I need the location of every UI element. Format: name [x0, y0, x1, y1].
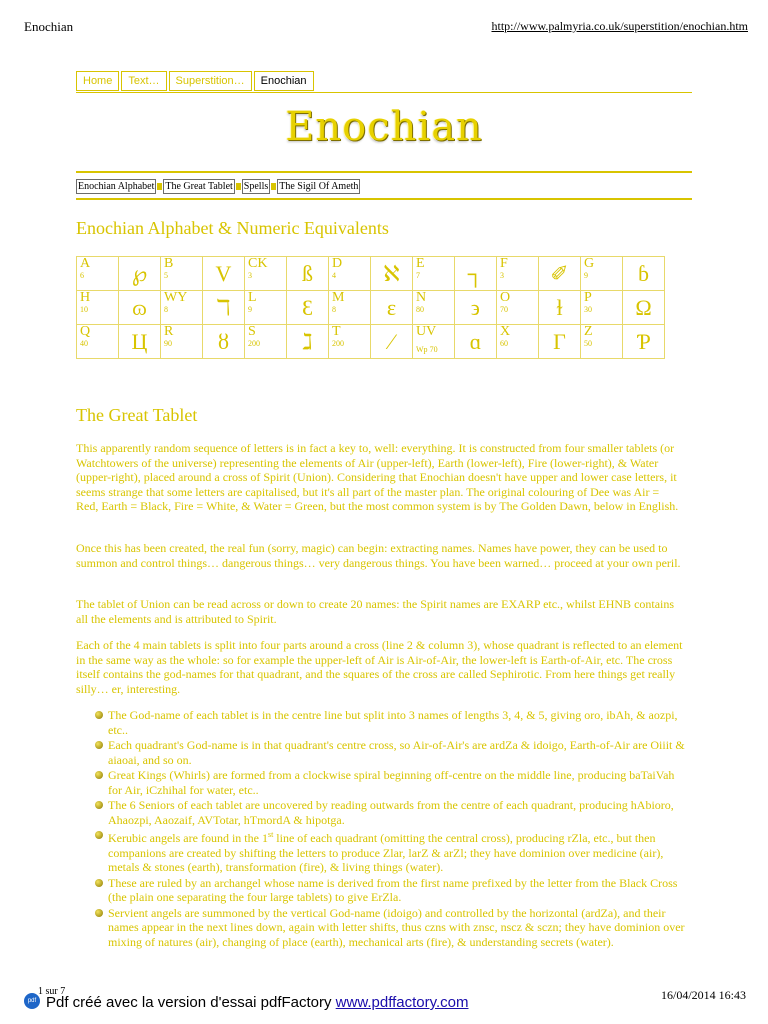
alphabet-letter-cell: [581, 257, 623, 291]
numeric-value: 40: [80, 339, 88, 348]
numeric-value: 200: [332, 339, 344, 348]
enochian-glyph: ß: [287, 257, 329, 291]
alphabet-letter-cell: [413, 257, 455, 291]
site-logo: Enochian: [285, 104, 483, 150]
alphabet-letter-cell: [77, 257, 119, 291]
latin-letter: S: [248, 324, 256, 339]
page-number: 1 sur 7: [38, 986, 66, 997]
document-title: Enochian: [24, 19, 74, 34]
list-item-text: The God-name of each tablet is in the centre line but split into 3 names of lengths 3, 4, & 5, giving oro, ibAh, & aozpi, etc..: [108, 708, 678, 737]
enochian-glyph: Ɛ: [287, 291, 329, 325]
enochian-glyph: ȣ: [203, 325, 245, 359]
numeric-value: Wp: [416, 345, 428, 354]
enochian-glyph: ⁄: [371, 325, 413, 359]
latin-letter: P: [584, 290, 592, 305]
enochian-glyph: ɛ: [371, 291, 413, 325]
logo-divider: [76, 171, 692, 173]
pdffactory-notice: [46, 994, 469, 1011]
bullet-icon: [95, 711, 103, 719]
numeric-value: 90: [164, 339, 172, 348]
numeric-value: 70: [500, 305, 508, 314]
numeric-value: 30: [584, 305, 592, 314]
list-item-text: Each quadrant's God-name is in that quadrant's centre cross, so Air-of-Air's are ardZa & idoigo, Earth-of-Air are Oiiit & aiaoai, and so on.: [108, 738, 685, 767]
list-item: [95, 708, 687, 737]
enochian-glyph: Г: [539, 325, 581, 359]
latin-letter: Q: [80, 324, 91, 339]
enochian-glyph: ┐: [455, 257, 497, 291]
enochian-glyph: Ц: [119, 325, 161, 359]
numeric-value: 200: [248, 339, 260, 348]
enochian-glyph: ℸ: [203, 291, 245, 325]
latin-letter: H: [80, 290, 91, 305]
alphabet-letter-cell: [497, 325, 539, 359]
latin-letter: A: [80, 256, 91, 271]
breadcrumb-current: Enochian: [254, 71, 314, 91]
numeric-value: 9: [248, 305, 252, 314]
nav-divider: [76, 198, 692, 200]
numeric-value: 50: [584, 339, 592, 348]
breadcrumb: [76, 71, 314, 91]
alphabet-letter-cell: [161, 325, 203, 359]
alphabet-letter-cell: [77, 291, 119, 325]
bullet-icon: [95, 879, 103, 887]
paragraph: The tablet of Union can be read across or down to create 20 names: the Spirit names are EXARP etc., whilst EHNB contains all the elements and is attributed to Spirit.: [76, 597, 675, 626]
numeric-value: 3: [248, 271, 252, 280]
numeric-value: 60: [500, 339, 508, 348]
alphabet-letter-cell: [581, 325, 623, 359]
bullet-icon: [95, 771, 103, 779]
section-nav: [76, 179, 360, 194]
alphabet-letter-cell: [245, 257, 287, 291]
alphabet-letter-cell: [245, 325, 287, 359]
breadcrumb-text-link[interactable]: Text…: [121, 71, 166, 91]
numeric-value: 7: [416, 271, 420, 280]
enochian-glyph: ɫ: [539, 291, 581, 325]
list-item-text-pre: Kerubic angels are found in the 1: [108, 831, 268, 845]
latin-letter: O: [500, 290, 511, 305]
list-item-text: Servient angels are summoned by the vertical God-name (idoigo) and controlled by the horizontal (ardZa), and their names appear in the next lines down, again with letter shifts, thus czns with znsc, nscz & sczn; they have dominion over mixing of natures (air), changing of place (earth), mechanical arts (fire), & understanding secrets (water).: [108, 905, 685, 949]
nav-link-spells[interactable]: Spells: [243, 181, 269, 192]
latin-letter: X: [500, 324, 511, 339]
alphabet-row: [77, 325, 665, 359]
alphabet-letter-cell: [413, 291, 455, 325]
enochian-glyph: ℵ: [371, 257, 413, 291]
latin-letter: UV: [416, 324, 437, 339]
alphabet-letter-cell: [245, 291, 287, 325]
paragraph: This apparently random sequence of letters is in fact a key to, well: everything. It is constructed from four smaller tablets (or Watchtowers of the universe) representing the elements of Air (upper-left), Earth (lower-left), Fire (lower-right), & Water (upper-right), placed around a cross of Spirit (Union). Considering that Enochian doesn't have upper and lower case letters, it seems strange that some letters are capitalised, but it's all part of the master plan. The original colouring of Dee was Air = Red, Earth = Black, Fire = White, & Water = Green, but the most common system is by The Golden Dawn, below in English.: [76, 441, 679, 513]
alphabet-letter-cell: [581, 291, 623, 325]
enochian-glyph: Ƥ: [623, 325, 665, 359]
list-item: [95, 768, 687, 797]
breadcrumb-superstition-link[interactable]: Superstition…: [169, 71, 252, 91]
bullet-icon: [95, 831, 103, 839]
alphabet-letter-cell: [497, 257, 539, 291]
latin-letter: E: [416, 256, 425, 271]
nav-separator: [157, 183, 162, 190]
enochian-glyph: ℷ: [287, 325, 329, 359]
alphabet-letter-cell: [329, 257, 371, 291]
latin-letter: D: [332, 256, 343, 271]
latin-letter: Z: [584, 324, 593, 339]
enochian-glyph: ɷ: [119, 291, 161, 325]
numeric-value: 5: [164, 271, 168, 280]
list-item: [95, 738, 687, 767]
source-url-link[interactable]: http://www.palmyria.co.uk/superstition/enochian.htm: [491, 19, 748, 33]
nav-separator: [271, 183, 276, 190]
tablet-rules-list: [95, 708, 687, 950]
breadcrumb-home-link[interactable]: Home: [76, 71, 119, 91]
pdffactory-notice-text: Pdf créé avec la version d'essai pdfFactory: [46, 994, 332, 1011]
nav-link-alphabet[interactable]: Enochian Alphabet: [78, 181, 155, 192]
alphabet-letter-cell: [413, 325, 455, 359]
numeric-value: 4: [332, 271, 336, 280]
numeric-value: 9: [584, 271, 588, 280]
list-item-text-post: line of each quadrant (omitting the central cross), producing rZla, etc., but then companions are created by shifting the letters to produce Zlar, larZ & arZl; they have dominion over medicine (air), metals & stones (earth), transformation (fire), & living things (water).: [108, 831, 664, 874]
numeric-value: 10: [80, 305, 88, 314]
nav-link-sigil-of-ameth[interactable]: The Sigil Of Ameth: [279, 181, 359, 192]
superscript-st: st: [267, 830, 274, 839]
alphabet-letter-cell: [161, 257, 203, 291]
alphabet-letter-cell: [329, 291, 371, 325]
nav-separator: [236, 183, 241, 190]
numeric-value: 8: [164, 305, 168, 314]
latin-letter: L: [248, 290, 257, 305]
list-item-text: The 6 Seniors of each tablet are uncovered by reading outwards from the centre of each quadrant, producing hAbioro, Ahaozpi, Aaozaif, AVTotar, hTmordA & hipotga.: [108, 798, 674, 827]
latin-letter: F: [500, 256, 508, 271]
enochian-glyph: ℘: [119, 257, 161, 291]
alphabet-row: [77, 291, 665, 325]
list-item-text: These are ruled by an archangel whose name is derived from the first name prefixed by the letter from the Black Cross (the plain one separating the four large tablets) to give ErZla.: [108, 875, 678, 904]
enochian-alphabet-table: [76, 256, 665, 359]
latin-letter: M: [332, 290, 345, 305]
top-divider: [76, 92, 692, 93]
enochian-glyph: ɑ: [455, 325, 497, 359]
latin-letter: G: [584, 256, 595, 271]
alphabet-row: [77, 257, 665, 291]
numeric-value: 8: [332, 305, 336, 314]
bullet-icon: [95, 741, 103, 749]
latin-letter: N: [416, 290, 427, 305]
numeric-value: 3: [500, 271, 504, 280]
list-item: [95, 876, 687, 905]
nav-link-great-tablet[interactable]: The Great Tablet: [165, 181, 233, 192]
pdffactory-logo-icon: pdf: [24, 993, 40, 1009]
list-item: [95, 828, 687, 875]
alphabet-heading: Enochian Alphabet & Numeric Equivalents: [76, 218, 389, 238]
latin-letter: B: [164, 256, 174, 271]
pdffactory-link[interactable]: www.pdffactory.com: [335, 994, 469, 1011]
enochian-glyph: ɓ: [623, 257, 665, 291]
enochian-glyph: ϶: [455, 291, 497, 325]
paragraph: Once this has been created, the real fun (sorry, magic) can begin: extracting names. Names have power, they can be used to summon and control things… dangerous things… very dangerous things. You have been warned… proceed at your own peril.: [76, 541, 681, 570]
latin-letter: CK: [248, 256, 268, 271]
numeric-value: 80: [416, 305, 424, 314]
alphabet-letter-cell: [77, 325, 119, 359]
list-item: [95, 798, 687, 827]
bullet-icon: [95, 801, 103, 809]
great-tablet-heading: The Great Tablet: [76, 405, 198, 425]
numeric-value-alt: 70: [429, 345, 438, 354]
paragraph: Each of the 4 main tablets is split into four parts around a cross (line 2 & column 3), whose quadrant is reflected to an element in the same way as the whole: so for example the upper-left of Air is Air-of-Air, the lower-left is Earth-of-Air, etc. The cross itself contains the god-names for that quadrant, and the squares of the cross are called Sephirotic. From here things get really silly… er, interesting.: [76, 638, 683, 696]
list-item-text: Great Kings (Whirls) are formed from a clockwise spiral beginning off-centre on the middle line, producing baTaiVah for Air, iCzhihal for water, etc..: [108, 768, 675, 797]
alphabet-letter-cell: [497, 291, 539, 325]
alphabet-letter-cell: [329, 325, 371, 359]
numeric-value: 6: [80, 271, 84, 280]
bullet-icon: [95, 909, 103, 917]
enochian-glyph: ✐: [539, 257, 581, 291]
list-item: [95, 906, 687, 950]
latin-letter: R: [164, 324, 174, 339]
enochian-glyph: V: [203, 257, 245, 291]
print-date: 16/04/2014 16:43: [660, 988, 746, 1002]
latin-letter: T: [332, 324, 341, 339]
alphabet-letter-cell: [161, 291, 203, 325]
latin-letter: WY: [164, 290, 188, 305]
enochian-glyph: Ω: [623, 291, 665, 325]
